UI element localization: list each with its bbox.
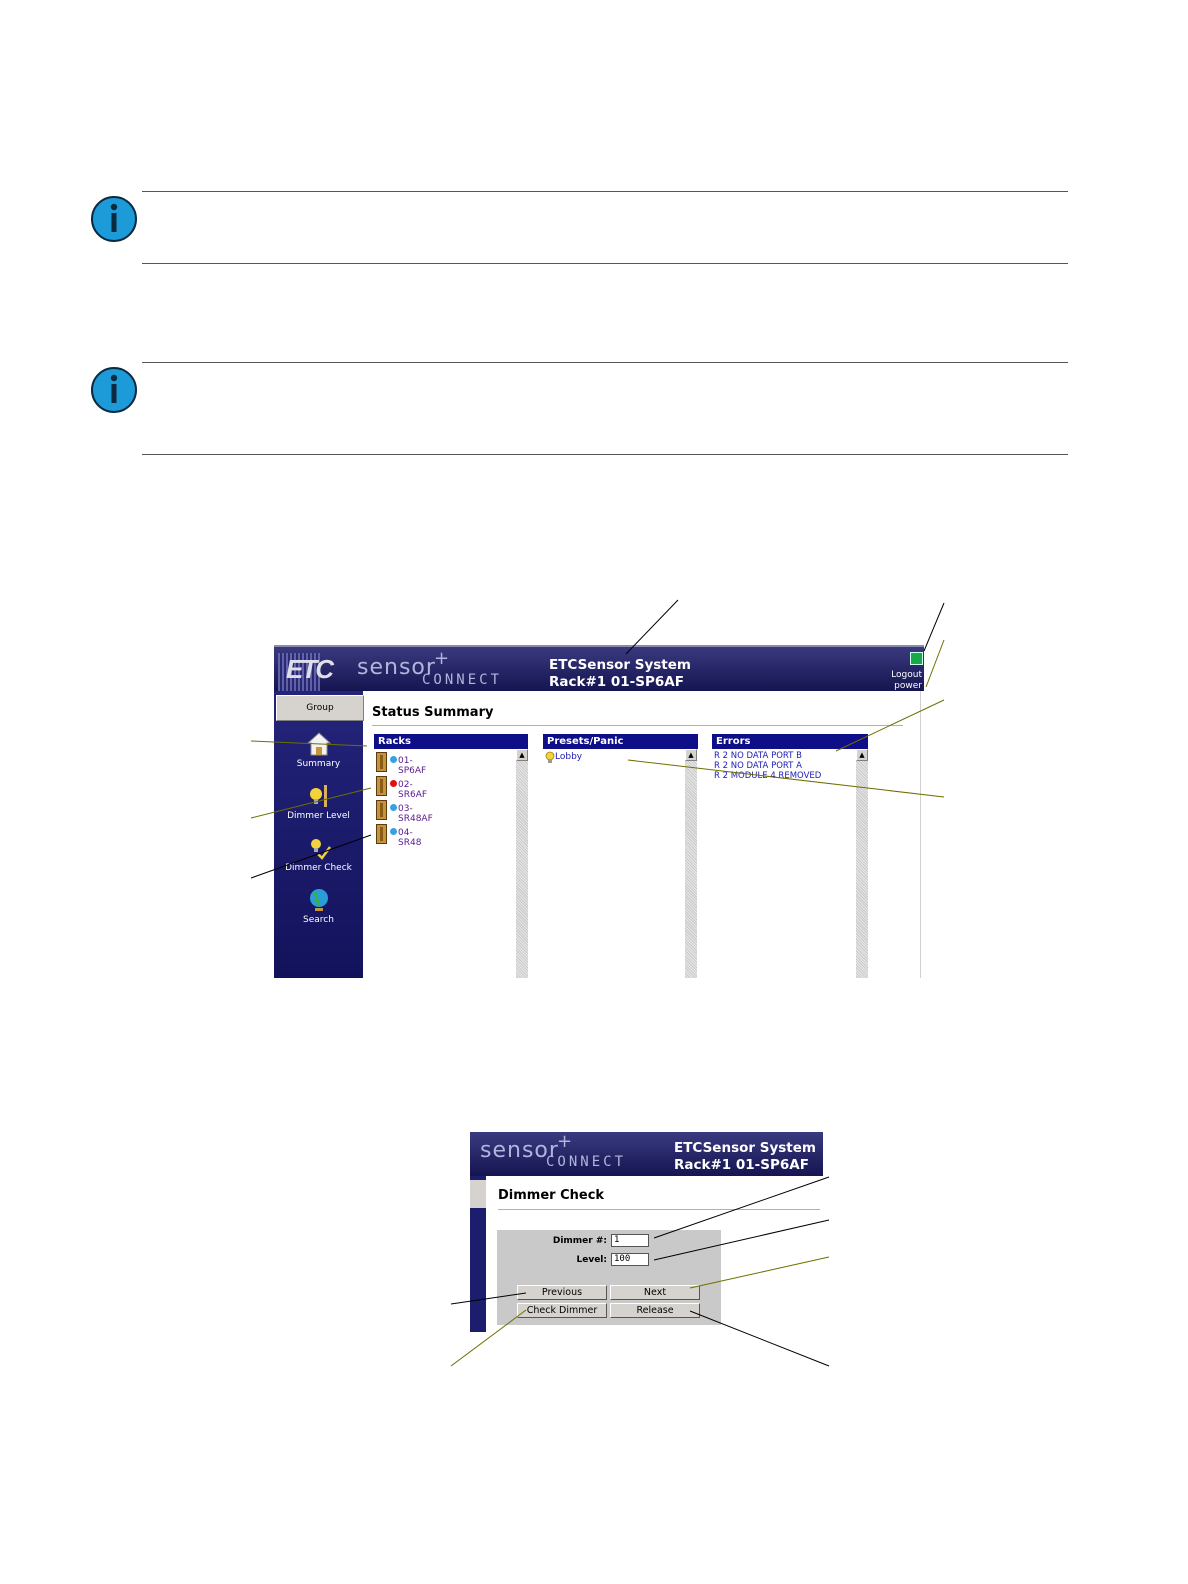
scroll-up-icon[interactable]: ▲ <box>516 749 528 761</box>
error-item[interactable]: R 2 MODULE 4 REMOVED <box>714 771 822 781</box>
errors-panel-header: Errors <box>712 734 868 749</box>
brand-connect: CONNECT <box>546 1154 627 1170</box>
nav-dimmer-check-label: Dimmer Check <box>285 863 352 873</box>
brand-sensor: sensor <box>480 1138 559 1163</box>
nav-search-label: Search <box>303 915 334 925</box>
level-input[interactable]: 100 <box>611 1253 649 1266</box>
racks-panel-header: Racks <box>374 734 528 749</box>
rack-label: 03-SR48AF <box>398 804 433 824</box>
page-title: Dimmer Check <box>498 1188 605 1203</box>
callout-line <box>451 1310 526 1366</box>
preset-label: Lobby <box>555 752 583 762</box>
callout-line <box>451 1293 526 1304</box>
check-dimmer-button[interactable]: Check Dimmer <box>517 1303 607 1318</box>
rack-label: 02-SR6AF <box>398 780 428 800</box>
presets-panel-header: Presets/Panic <box>543 734 698 749</box>
brand-sensor: sensor <box>357 655 436 680</box>
page-title: Status Summary <box>372 705 494 720</box>
callout-line <box>251 835 371 878</box>
callout-line <box>251 741 367 746</box>
error-item[interactable]: R 2 NO DATA PORT B <box>714 751 802 761</box>
callout-line <box>926 640 944 687</box>
callout-line <box>836 700 944 751</box>
rack-title: Rack#1 01-SP6AF <box>674 1157 809 1173</box>
next-button[interactable]: Next <box>610 1285 700 1300</box>
nav-dimmer-level-label: Dimmer Level <box>287 811 350 821</box>
callout-line <box>654 1177 829 1238</box>
rack-label: 04-SR48 <box>398 828 422 848</box>
logout-link[interactable]: Logout <box>891 670 922 680</box>
level-label: Level: <box>576 1255 607 1265</box>
rack-title: Rack#1 01-SP6AF <box>549 674 684 690</box>
error-item[interactable]: R 2 NO DATA PORT A <box>714 761 802 771</box>
release-button[interactable]: Release <box>610 1303 700 1318</box>
group-button[interactable]: Group <box>276 695 364 721</box>
callout-line <box>690 1257 829 1288</box>
brand-plus: + <box>557 1132 573 1152</box>
callout-line <box>654 1220 829 1260</box>
system-title: ETCSensor System <box>674 1140 816 1156</box>
scroll-up-icon[interactable]: ▲ <box>856 749 868 761</box>
callout-line <box>924 603 944 651</box>
callout-line <box>626 600 678 654</box>
scroll-up-icon[interactable]: ▲ <box>685 749 697 761</box>
rack-label: 01-SP6AF <box>398 756 427 776</box>
brand-plus: + <box>434 648 450 669</box>
power-link[interactable]: power <box>894 681 922 691</box>
etc-logo: ETC <box>278 653 320 691</box>
system-title: ETCSensor System <box>549 657 691 673</box>
callout-line <box>690 1311 829 1366</box>
brand-connect: CONNECT <box>422 672 503 688</box>
nav-summary-label: Summary <box>296 759 341 769</box>
callout-line <box>628 760 944 797</box>
dimmer-number-label: Dimmer #: <box>552 1236 607 1246</box>
dimmer-number-input[interactable]: 1 <box>611 1234 649 1247</box>
callout-line <box>251 788 371 818</box>
previous-button[interactable]: Previous <box>517 1285 607 1300</box>
